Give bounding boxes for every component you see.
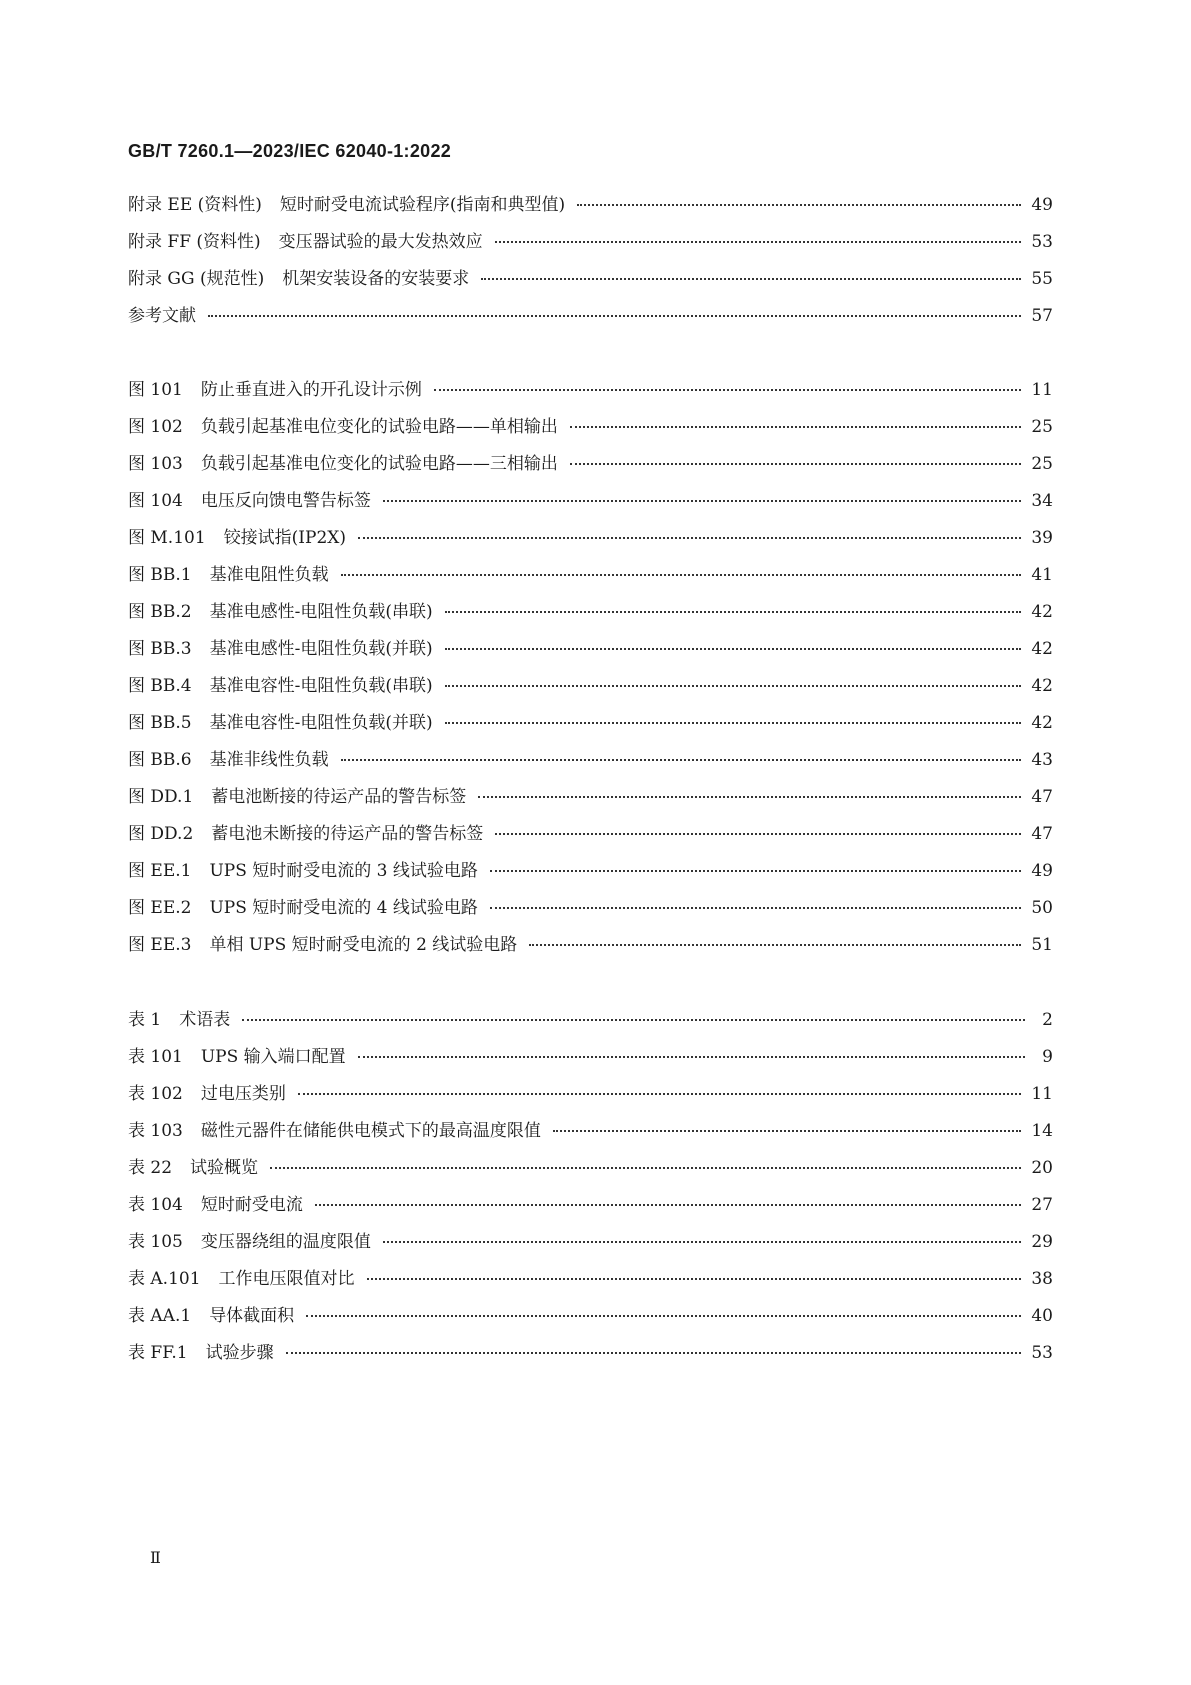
figure-toc-entry[interactable] [128,634,1053,671]
toc-entry-number: 表 22 [128,1158,173,1178]
toc-entry-label [128,930,517,955]
toc-entry-page: 9 [1042,1047,1053,1067]
toc-dot-leader [570,426,1022,428]
toc-dot-leader [341,574,1022,576]
figure-toc-entry[interactable] [128,708,1053,745]
figure-toc-entry[interactable] [128,486,1053,523]
toc-entry-label [128,1301,294,1326]
toc-entry-title: UPS 输入端口配置 [200,1047,346,1067]
toc-entry-number: 表 104 [128,1195,183,1215]
toc-entry-label [128,264,469,289]
figure-toc-entry[interactable] [128,856,1053,893]
toc-entry-page: 42 [1031,602,1053,622]
toc-dot-leader [445,722,1022,724]
toc-entry-label [128,1338,274,1363]
toc-dot-leader [367,1278,1022,1280]
figure-toc-entry[interactable] [128,782,1053,819]
annex-toc-section [128,190,1053,338]
toc-dot-leader [383,500,1022,502]
toc-entry-title: 基准电感性-电阻性负载(串联) [209,602,433,622]
figure-toc-entry[interactable] [128,597,1053,634]
toc-entry-title: 变压器绕组的温度限值 [200,1232,371,1252]
toc-dot-leader [242,1019,1025,1021]
toc-dot-leader [315,1204,1022,1206]
toc-entry-title: 试验步骤 [205,1343,274,1363]
toc-entry-label [128,634,433,659]
toc-entry-label [128,375,422,400]
toc-entry-title: 磁性元器件在储能供电模式下的最高温度限值 [200,1121,541,1141]
toc-entry-label [128,412,558,437]
toc-entry-page: 11 [1031,1084,1053,1104]
toc-dot-leader [358,537,1021,539]
toc-entry-page: 55 [1031,269,1053,289]
toc-entry-title: 变压器试验的最大发热效应 [278,232,483,252]
toc-entry-page: 41 [1031,565,1053,585]
toc-entry-number: 表 101 [128,1047,183,1067]
toc-entry-number: 图 EE.1 [128,861,192,881]
toc-entry-number: 图 BB.3 [128,639,192,659]
toc-entry-number: 图 DD.1 [128,787,194,807]
toc-entry-page: 42 [1031,676,1053,696]
toc-entry-number: 附录 GG (规范性) [128,269,265,289]
toc-entry-label [128,1042,346,1067]
toc-entry-title: 参考文献 [128,306,196,326]
toc-entry-label [128,893,478,918]
toc-entry-page: 57 [1031,306,1053,326]
toc-entry-title: 导体截面积 [209,1306,295,1326]
toc-dot-leader [445,685,1022,687]
toc-dot-leader [286,1352,1022,1354]
toc-dot-leader [553,1130,1022,1132]
toc-entry-number: 图 103 [128,454,183,474]
toc-entry-title: 基准电感性-电阻性负载(并联) [209,639,433,659]
toc-entry-number: 附录 EE (资料性) [128,195,262,215]
toc-dot-leader [341,759,1022,761]
figure-toc-entry[interactable] [128,412,1053,449]
toc-entry-label [128,856,478,881]
toc-entry-number: 图 BB.1 [128,565,192,585]
toc-entry-number: 图 102 [128,417,183,437]
toc-entry-page: 38 [1031,1269,1053,1289]
toc-entry-number: 图 BB.4 [128,676,192,696]
toc-entry-page: 50 [1031,898,1053,918]
figure-toc-entry[interactable] [128,449,1053,486]
toc-entry-number: 表 AA.1 [128,1306,192,1326]
toc-entry-number: 图 EE.3 [128,935,192,955]
table-toc-section [128,1005,1053,1375]
toc-dot-leader [383,1241,1022,1243]
toc-dot-leader [570,463,1022,465]
toc-entry-number: 图 101 [128,380,183,400]
toc-entry-title: 试验概览 [190,1158,259,1178]
toc-entry-page: 42 [1031,713,1053,733]
toc-entry-label [128,301,196,326]
toc-entry-label [128,190,565,215]
toc-entry-page: 43 [1031,750,1053,770]
toc-dot-leader [495,833,1021,835]
annex-toc-entry[interactable] [128,301,1053,338]
toc-entry-number: 图 DD.2 [128,824,194,844]
toc-entry-page: 47 [1031,787,1053,807]
toc-entry-label [128,671,433,696]
toc-entry-title: 基准电容性-电阻性负载(串联) [209,676,433,696]
toc-entry-title: 工作电压限值对比 [218,1269,355,1289]
toc-entry-title: UPS 短时耐受电流的 4 线试验电路 [209,898,478,918]
toc-entry-number: 图 BB.6 [128,750,192,770]
toc-dot-leader [358,1056,1025,1058]
figure-toc-entry[interactable] [128,893,1053,930]
toc-entry-page: 53 [1031,1343,1053,1363]
toc-dot-leader [495,241,1022,243]
toc-entry-title: 短时耐受电流 [200,1195,303,1215]
figure-toc-entry[interactable] [128,745,1053,782]
toc-entry-page: 39 [1031,528,1053,548]
toc-entry-label [128,745,329,770]
toc-dot-leader [445,648,1022,650]
toc-entry-label [128,560,329,585]
toc-entry-label [128,1005,230,1030]
toc-dot-leader [306,1315,1021,1317]
toc-entry-number: 表 1 [128,1010,162,1030]
annex-toc-entry[interactable] [128,264,1053,301]
toc-entry-number: 图 M.101 [128,528,206,548]
table-toc-entry[interactable] [128,1153,1053,1190]
toc-entry-number: 表 A.101 [128,1269,201,1289]
toc-entry-label [128,1153,258,1178]
toc-dot-leader [478,796,1021,798]
toc-entry-title: 蓄电池未断接的待运产品的警告标签 [211,824,484,844]
toc-dot-leader [529,944,1021,946]
toc-dot-leader [298,1093,1022,1095]
toc-dot-leader [208,315,1021,317]
toc-entry-label [128,1264,355,1289]
table-toc-entry[interactable] [128,1190,1053,1227]
toc-entry-title: 基准非线性负载 [209,750,329,770]
toc-entry-label [128,227,483,252]
toc-entry-label [128,819,483,844]
toc-entry-title: 负载引起基准电位变化的试验电路——三相输出 [200,454,558,474]
figure-toc-entry[interactable] [128,560,1053,597]
toc-entry-page: 34 [1031,491,1053,511]
toc-entry-page: 51 [1031,935,1053,955]
toc-entry-label [128,523,346,548]
annex-toc-entry[interactable] [128,190,1053,227]
toc-entry-label [128,486,371,511]
toc-entry-title: 基准电阻性负载 [209,565,329,585]
table-toc-entry[interactable] [128,1042,1053,1079]
toc-entry-number: 表 FF.1 [128,1343,188,1363]
toc-entry-title: 基准电容性-电阻性负载(并联) [209,713,433,733]
table-toc-entry[interactable] [128,1301,1053,1338]
toc-entry-title: 单相 UPS 短时耐受电流的 2 线试验电路 [209,935,518,955]
toc-entry-title: 机架安装设备的安装要求 [282,269,470,289]
table-toc-entry[interactable] [128,1227,1053,1264]
toc-entry-page: 49 [1031,861,1053,881]
toc-entry-number: 附录 FF (资料性) [128,232,261,252]
toc-entry-page: 25 [1031,454,1053,474]
toc-entry-label [128,782,466,807]
toc-entry-page: 47 [1031,824,1053,844]
table-toc-entry[interactable] [128,1264,1053,1301]
document-header-standard-id: GB/T 7260.1—2023/IEC 62040-1:2022 [128,141,452,161]
toc-entry-label [128,708,433,733]
toc-entry-label [128,449,558,474]
toc-entry-label [128,597,433,622]
annex-toc-entry[interactable] [128,227,1053,264]
toc-entry-page: 25 [1031,417,1053,437]
toc-entry-label [128,1079,286,1104]
toc-dot-leader [270,1167,1021,1169]
toc-entry-page: 49 [1031,195,1053,215]
toc-entry-page: 40 [1031,1306,1053,1326]
toc-entry-page: 27 [1031,1195,1053,1215]
toc-entry-title: 短时耐受电流试验程序(指南和典型值) [279,195,566,215]
toc-entry-title: 防止垂直进入的开孔设计示例 [200,380,422,400]
toc-entry-page: 11 [1031,380,1053,400]
table-toc-entry[interactable] [128,1338,1053,1375]
figure-toc-entry[interactable] [128,375,1053,412]
toc-entry-number: 表 103 [128,1121,183,1141]
table-toc-entry[interactable] [128,1116,1053,1153]
toc-entry-number: 图 EE.2 [128,898,192,918]
toc-dot-leader [490,907,1021,909]
toc-entry-page: 14 [1031,1121,1053,1141]
page-number: Ⅱ [150,1548,161,1567]
toc-entry-title: 术语表 [179,1010,231,1030]
figure-toc-entry[interactable] [128,523,1053,560]
toc-entry-title: 铰接试指(IP2X) [223,528,347,548]
toc-entry-title: 负载引起基准电位变化的试验电路——单相输出 [200,417,558,437]
figure-toc-entry[interactable] [128,819,1053,856]
toc-entry-number: 图 BB.5 [128,713,192,733]
toc-entry-number: 表 102 [128,1084,183,1104]
toc-entry-page: 20 [1031,1158,1053,1178]
toc-entry-label [128,1227,371,1252]
toc-entry-number: 表 105 [128,1232,183,1252]
figure-toc-entry[interactable] [128,671,1053,708]
table-toc-entry[interactable] [128,1005,1053,1042]
figure-toc-entry[interactable] [128,930,1053,967]
toc-dot-leader [445,611,1022,613]
toc-entry-page: 53 [1031,232,1053,252]
toc-entry-page: 42 [1031,639,1053,659]
toc-entry-title: 电压反向馈电警告标签 [200,491,371,511]
toc-dot-leader [490,870,1021,872]
toc-entry-page: 29 [1031,1232,1053,1252]
table-toc-entry[interactable] [128,1079,1053,1116]
toc-dot-leader [434,389,1022,391]
toc-dot-leader [481,278,1021,280]
toc-entry-title: UPS 短时耐受电流的 3 线试验电路 [209,861,478,881]
toc-entry-title: 过电压类别 [200,1084,286,1104]
toc-entry-label [128,1190,303,1215]
toc-entry-title: 蓄电池断接的待运产品的警告标签 [211,787,467,807]
figure-toc-section [128,375,1053,967]
toc-entry-number: 图 BB.2 [128,602,192,622]
toc-dot-leader [577,204,1021,206]
toc-entry-number: 图 104 [128,491,183,511]
toc-entry-page: 2 [1042,1010,1053,1030]
toc-entry-label [128,1116,541,1141]
